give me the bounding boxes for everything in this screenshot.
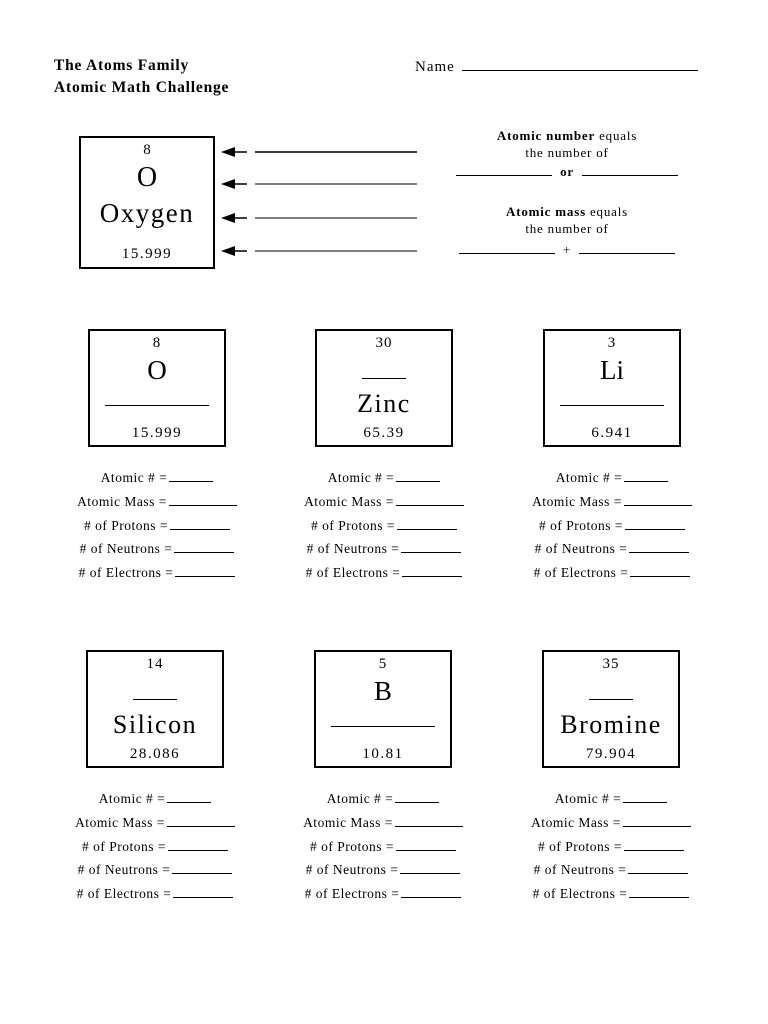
question-label: # of Neutrons = [79, 541, 173, 556]
answer-blank[interactable] [397, 519, 457, 530]
answer-blank[interactable] [174, 542, 234, 553]
blank-line[interactable] [105, 383, 209, 406]
answer-blank[interactable] [401, 542, 461, 553]
element-atomic-number: 30 [375, 335, 393, 351]
element-atomic-mass: 79.904 [585, 746, 637, 762]
blank-line[interactable] [582, 165, 678, 176]
element-atomic-mass: 28.086 [129, 746, 181, 762]
question-label: Atomic Mass = [77, 494, 167, 509]
answer-blank[interactable] [629, 542, 689, 553]
atomic-mass-term: Atomic mass [506, 204, 586, 219]
arrow-line-name [221, 213, 417, 223]
question-label: Atomic Mass = [304, 494, 394, 509]
element-questions [283, 791, 483, 907]
answer-blank[interactable] [395, 792, 439, 803]
question-label: Atomic # = [326, 791, 394, 806]
question-label: # of Protons = [539, 518, 623, 533]
element-card [542, 650, 680, 768]
element-atomic-number: 14 [146, 656, 164, 672]
atomic-mass-question [57, 494, 257, 510]
answer-blank[interactable] [396, 471, 440, 482]
element-atomic-mass: 65.39 [363, 425, 405, 441]
question-label: Atomic Mass = [303, 815, 393, 830]
number-of-text: the number of [525, 221, 609, 236]
question-label: # of Electrons = [533, 565, 629, 580]
or-label: or [560, 164, 574, 179]
question-label: # of Electrons = [305, 565, 401, 580]
question-label: # of Neutrons = [534, 541, 628, 556]
neutrons-question [283, 862, 483, 878]
neutrons-question [511, 862, 711, 878]
atomic-number-question [511, 791, 711, 807]
atomic-mass-definition [437, 203, 697, 258]
element-atomic-mass: 15.999 [131, 425, 183, 441]
answer-blank[interactable] [402, 566, 462, 577]
question-label: # of Electrons = [532, 886, 628, 901]
neutrons-question [512, 541, 712, 557]
element-atomic-number: 3 [607, 335, 617, 351]
blank-line[interactable] [560, 383, 664, 406]
electrons-question [57, 565, 257, 581]
key-name: Oxygen [99, 198, 195, 228]
answer-blank[interactable] [629, 887, 689, 898]
element-atomic-mass: 10.81 [362, 746, 404, 762]
answer-blank[interactable] [169, 471, 213, 482]
answer-blank[interactable] [172, 863, 232, 874]
equals-text: equals [595, 128, 638, 143]
element-card [315, 329, 453, 447]
element-symbol-blank[interactable] [544, 676, 678, 707]
blank-line[interactable] [331, 704, 435, 727]
answer-blank[interactable] [175, 566, 235, 577]
question-label: Atomic Mass = [532, 494, 622, 509]
element-name: Silicon [112, 710, 198, 739]
question-label: Atomic # = [555, 470, 623, 485]
element-atomic-number: 5 [378, 656, 388, 672]
question-label: Atomic Mass = [75, 815, 165, 830]
atomic-mass-question [55, 815, 255, 831]
question-label: # of Protons = [538, 839, 622, 854]
left-arrow-icon [221, 179, 417, 189]
element-card [543, 329, 681, 447]
answer-blank[interactable] [168, 840, 228, 851]
electrons-question [512, 565, 712, 581]
electrons-question [283, 886, 483, 902]
arrow-line-number [221, 147, 417, 157]
answer-blank[interactable] [624, 840, 684, 851]
question-label: # of Neutrons = [306, 541, 400, 556]
element-symbol: Li [600, 355, 624, 385]
atomic-mass-question [284, 494, 484, 510]
element-card [314, 650, 452, 768]
question-label: # of Neutrons = [77, 862, 171, 877]
question-label: # of Electrons = [78, 565, 174, 580]
element-name-blank[interactable] [545, 383, 679, 413]
plus-label: + [562, 242, 572, 257]
element-questions [511, 791, 711, 907]
atomic-number-definition [437, 127, 697, 180]
element-atomic-number: 8 [152, 335, 162, 351]
electrons-question [284, 565, 484, 581]
atomic-number-question [512, 470, 712, 486]
answer-blank[interactable] [625, 519, 685, 530]
key-symbol: O [136, 162, 158, 193]
question-label: # of Protons = [311, 518, 395, 533]
name-blank-line[interactable] [462, 56, 698, 71]
answer-blank[interactable] [624, 471, 668, 482]
arrow-line-symbol [221, 179, 417, 189]
protons-question [283, 839, 483, 855]
atomic-number-term: Atomic number [496, 128, 596, 143]
question-label: # of Electrons = [76, 886, 172, 901]
element-name: Zinc [357, 389, 411, 418]
element-name-blank[interactable] [316, 704, 450, 734]
answer-blank[interactable] [624, 495, 692, 506]
question-label: # of Protons = [310, 839, 394, 854]
atomic-number-question [57, 470, 257, 486]
electrons-question [511, 886, 711, 902]
protons-question [512, 518, 712, 534]
protons-question [57, 518, 257, 534]
question-label: Atomic # = [98, 791, 166, 806]
question-label: # of Neutrons = [305, 862, 399, 877]
element-atomic-number: 35 [602, 656, 620, 672]
blank-line[interactable] [579, 243, 675, 254]
protons-question [511, 839, 711, 855]
question-label: # of Electrons = [304, 886, 400, 901]
element-atomic-mass: 6.941 [591, 425, 633, 441]
answer-blank[interactable] [401, 887, 461, 898]
answer-blank[interactable] [623, 792, 667, 803]
neutrons-question [284, 541, 484, 557]
element-name-blank[interactable] [90, 383, 224, 413]
answer-blank[interactable] [169, 495, 237, 506]
name-label: Name [415, 59, 455, 75]
arrow-line-mass [221, 246, 417, 256]
title-line-2: Atomic Math Challenge [54, 79, 230, 96]
element-questions [57, 470, 257, 586]
answer-blank[interactable] [396, 840, 456, 851]
key-atomic-number: 8 [143, 142, 151, 158]
answer-blank[interactable] [396, 495, 464, 506]
key-atomic-mass: 15.999 [121, 246, 173, 262]
element-symbol: B [373, 676, 392, 706]
neutrons-question [55, 862, 255, 878]
element-questions [512, 470, 712, 586]
blank-line[interactable] [133, 677, 177, 700]
atomic-mass-question [511, 815, 711, 831]
left-arrow-icon [221, 147, 417, 157]
title-line-1: The Atoms Family [54, 57, 190, 74]
key-element-box [79, 136, 215, 269]
element-questions [55, 791, 255, 907]
blank-line[interactable] [362, 356, 406, 379]
answer-blank[interactable] [167, 792, 211, 803]
atomic-number-question [55, 791, 255, 807]
element-questions [284, 470, 484, 586]
question-label: Atomic Mass = [531, 815, 621, 830]
element-card [88, 329, 226, 447]
answer-blank[interactable] [630, 566, 690, 577]
electrons-question [55, 886, 255, 902]
question-label: # of Protons = [84, 518, 168, 533]
answer-blank[interactable] [628, 863, 688, 874]
question-label: Atomic # = [100, 470, 168, 485]
answer-blank[interactable] [170, 519, 230, 530]
question-label: # of Protons = [82, 839, 166, 854]
worksheet-title [54, 55, 229, 99]
atomic-mass-question [512, 494, 712, 510]
answer-blank[interactable] [623, 816, 691, 827]
element-card [86, 650, 224, 768]
name-field[interactable] [415, 56, 698, 76]
atomic-mass-question [283, 815, 483, 831]
atomic-number-question [283, 791, 483, 807]
question-label: Atomic # = [554, 791, 622, 806]
element-symbol-blank[interactable] [317, 355, 451, 386]
left-arrow-icon [221, 246, 417, 256]
neutrons-question [57, 541, 257, 557]
left-arrow-icon [221, 213, 417, 223]
answer-blank[interactable] [167, 816, 235, 827]
answer-blank[interactable] [173, 887, 233, 898]
question-label: # of Neutrons = [533, 862, 627, 877]
protons-question [55, 839, 255, 855]
answer-blank[interactable] [395, 816, 463, 827]
equals-text: equals [585, 204, 628, 219]
element-symbol-blank[interactable] [88, 676, 222, 707]
blank-line[interactable] [589, 677, 633, 700]
protons-question [284, 518, 484, 534]
blank-line[interactable] [456, 165, 552, 176]
element-symbol: O [147, 355, 167, 385]
blank-line[interactable] [459, 243, 555, 254]
question-label: Atomic # = [327, 470, 395, 485]
answer-blank[interactable] [400, 863, 460, 874]
atomic-number-question [284, 470, 484, 486]
number-of-text: the number of [525, 145, 609, 160]
element-name: Bromine [560, 710, 662, 739]
